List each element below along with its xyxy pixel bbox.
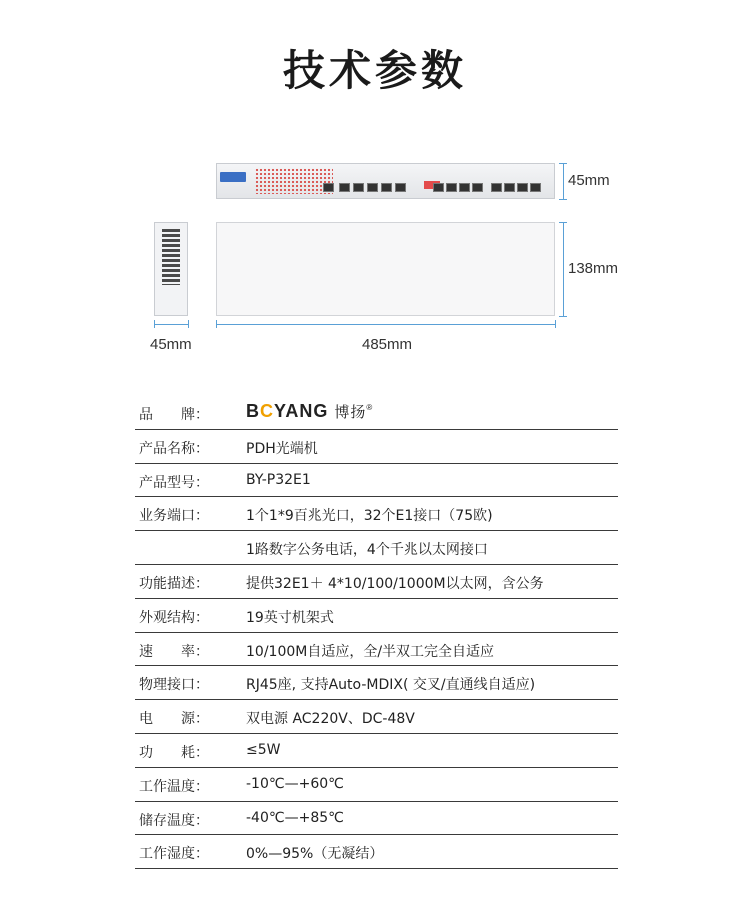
spec-row	[135, 835, 618, 869]
spec-row	[135, 734, 618, 768]
spec-value: BY-P32E1	[246, 471, 311, 488]
spec-value: RJ45座, 支持Auto-MDIX( 交叉/直通线自适应)	[246, 677, 536, 694]
dimension-tick	[559, 199, 567, 200]
spec-row	[135, 768, 618, 802]
rj45-port-icon	[381, 183, 392, 192]
dimension-tick	[188, 320, 189, 328]
spec-value: ≤5W	[246, 741, 281, 758]
device-front-panel	[216, 163, 555, 199]
spec-label: 功能描述：	[139, 575, 209, 592]
rj45-port-icon	[395, 183, 406, 192]
spec-value: 提供32E1＋ 4*10/100/1000M以太网，含公务	[246, 575, 544, 592]
spec-label: 工作温度：	[139, 778, 209, 795]
width-label: 485mm	[362, 336, 413, 353]
spec-row	[135, 531, 618, 565]
dimension-tick	[559, 316, 567, 317]
page-title: 技术参数	[282, 46, 467, 95]
device-top-view	[216, 222, 555, 316]
side-width-label: 45mm	[150, 336, 192, 353]
dimension-line	[563, 222, 564, 316]
spec-value: -10℃—+60℃	[246, 775, 344, 792]
spec-row-brand	[135, 396, 618, 430]
dimension-line	[563, 163, 564, 199]
spec-label: 产品名称：	[139, 440, 209, 457]
spec-value: 0%—95%（无凝结）	[246, 846, 384, 863]
rj45-port-icon	[446, 183, 457, 192]
spec-label: 速 率：	[139, 643, 209, 660]
dimension-line	[216, 324, 555, 325]
rj45-port-icon	[367, 183, 378, 192]
spec-row	[135, 666, 618, 700]
rj45-port-icon	[339, 183, 350, 192]
spec-row	[135, 599, 618, 633]
spec-label: 产品型号：	[139, 474, 209, 491]
brand-logo-suffix: YANG	[274, 401, 329, 421]
rj45-port-icon	[353, 183, 364, 192]
rj45-port-icon	[433, 183, 444, 192]
spec-label: 品 牌：	[139, 407, 209, 423]
spec-table	[135, 396, 618, 869]
spec-label: 电 源：	[139, 711, 209, 728]
rj45-port-icon	[323, 183, 334, 192]
rj45-port-icon	[504, 183, 515, 192]
front-height-label: 45mm	[568, 172, 610, 189]
spec-label: 功 耗：	[139, 744, 209, 761]
rj45-port-icon	[472, 183, 483, 192]
spec-value: PDH光端机	[246, 440, 318, 457]
spec-label: 业务端口：	[139, 508, 209, 525]
spec-label: 储存温度：	[139, 812, 209, 829]
spec-row	[135, 633, 618, 667]
brand-logo-prefix: B	[246, 401, 260, 421]
spec-row	[135, 430, 618, 464]
spec-label: 物理接口：	[139, 677, 209, 694]
spec-value: 19英寸机架式	[246, 609, 334, 626]
spec-value: 1个1*9百兆光口，32个E1接口（75欧)	[246, 508, 493, 525]
spec-value: 1路数字公务电话，4个千兆以太网接口	[246, 542, 488, 559]
spec-row	[135, 700, 618, 734]
spec-value: 10/100M自适应，全/半双工完全自适应	[246, 643, 495, 660]
device-logo-icon	[220, 172, 246, 182]
spec-row	[135, 565, 618, 599]
vent-icon	[162, 229, 180, 285]
brand-logo	[246, 401, 373, 422]
rj45-port-icon	[517, 183, 528, 192]
spec-row	[135, 497, 618, 531]
spec-label: 外观结构：	[139, 609, 209, 626]
spec-row	[135, 464, 618, 498]
rj45-port-icon	[530, 183, 541, 192]
brand-logo-o: C	[260, 401, 274, 421]
rj45-port-icon	[459, 183, 470, 192]
brand-logo-cn: 博扬	[334, 403, 367, 421]
spec-value: 双电源 AC220V、DC-48V	[246, 711, 415, 728]
rj45-port-icon	[491, 183, 502, 192]
spec-value: -40℃—+85℃	[246, 809, 344, 826]
depth-label: 138mm	[568, 260, 619, 277]
device-side-view	[154, 222, 188, 316]
led-indicator-grid	[255, 168, 333, 194]
dimension-line	[154, 324, 188, 325]
registered-mark: ®	[366, 403, 374, 412]
spec-label: 工作湿度：	[139, 846, 209, 863]
spec-row	[135, 802, 618, 836]
dimension-tick	[555, 320, 556, 328]
